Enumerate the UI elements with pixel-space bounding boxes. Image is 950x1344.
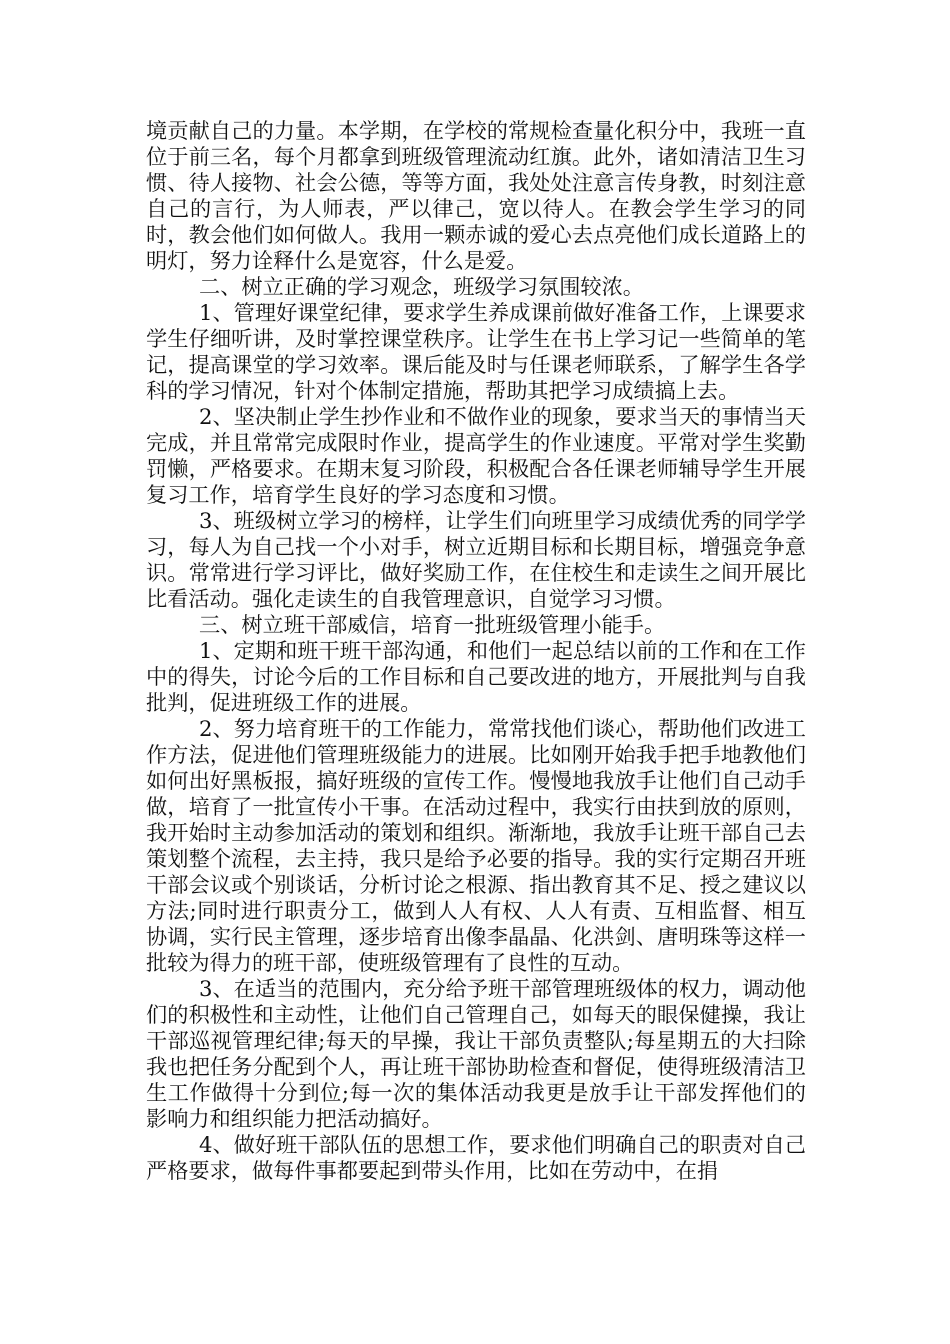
paragraph-3-1: 1、定期和班干班干部沟通，和他们一起总结以前的工作和在工作中的得失，讨论今后的工作目标和自己要改进的地方，开展批判与自我批判，促进班级工作的进展。: [146, 638, 806, 715]
section-heading-3: 三、树立班干部威信，培育一批班级管理小能手。: [199, 612, 666, 637]
paragraph-3-3: 3、在适当的范围内，充分给予班干部管理班级体的权力，调动他们的积极性和主动性，让他们自己管理自己，如每天的眼保健操，我让干部巡视管理纪律;每天的早操，我让干部负责整队;每星期五的大扫除我也把任务分配到个人，再让班干部协助检查和督促，使得班级清洁卫生工作做得十分到位;每一次的集体活动我更是放手让干部发挥他们的影响力和组织能力把活动搞好。: [146, 976, 806, 1131]
section-heading-2: 二、树立正确的学习观念，班级学习氛围较浓。: [199, 274, 644, 299]
paragraph-2-1: 1、管理好课堂纪律，要求学生养成课前做好准备工作，上课要求学生仔细听讲，及时掌控课堂秩序。让学生在书上学习记一些简单的笔记，提高课堂的学习效率。课后能及时与任课老师联系，了解学生各学科的学习情况，针对个体制定措施，帮助其把学习成绩搞上去。: [146, 300, 806, 403]
paragraph-intro: 境贡献自己的力量。本学期，在学校的常规检查量化积分中，我班一直位于前三名，每个月都拿到班级管理流动红旗。此外，诸如清洁卫生习惯、待人接物、社会公德，等等方面，我处处注意言传身教，时刻注意自己的言行，为人师表，严以律己，宽以待人。在教会学生学习的同时，教会他们如何做人。我用一颗赤诚的爱心去点亮他们成长道路上的明灯，努力诠释什么是宽容，什么是爱。: [146, 118, 806, 273]
document-body: [146, 118, 806, 1184]
paragraph-2-3: 3、班级树立学习的榜样，让学生们向班里学习成绩优秀的同学学习，每人为自己找一个小对手，树立近期目标和长期目标，增强竞争意识。常常进行学习评比，做好奖励工作，在住校生和走读生之间开展比比看活动。强化走读生的自我管理意识，自觉学习习惯。: [146, 508, 806, 611]
paragraph-2-2: 2、坚决制止学生抄作业和不做作业的现象，要求当天的事情当天完成，并且常常完成限时作业，提高学生的作业速度。平常对学生奖勤罚懒，严格要求。在期末复习阶段，积极配合各任课老师辅导学生开展复习工作，培育学生良好的学习态度和习惯。: [146, 404, 806, 507]
paragraph-3-2: 2、努力培育班干的工作能力，常常找他们谈心，帮助他们改进工作方法，促进他们管理班级能力的进展。比如刚开始我手把手地教他们如何出好黑板报，搞好班级的宣传工作。慢慢地我放手让他们自己动手做，培育了一批宣传小干事。在活动过程中，我实行由扶到放的原则，我开始时主动参加活动的策划和组织。渐渐地，我放手让班干部自己去策划整个流程，去主持，我只是给予必要的指导。我的实行定期召开班干部会议或个别谈话，分析讨论之根源、指出教育其不足、授之建议以方法;同时进行职责分工，做到人人有权、人人有责、互相监督、相互协调，实行民主管理，逐步培育出像李晶晶、化洪剑、唐明珠等这样一批较为得力的班干部，使班级管理有了良性的互动。: [146, 716, 806, 975]
paragraph-3-4: 4、做好班干部队伍的思想工作，要求他们明确自己的职责对自己严格要求，做每件事都要起到带头作用，比如在劳动中，在捐: [146, 1132, 806, 1183]
